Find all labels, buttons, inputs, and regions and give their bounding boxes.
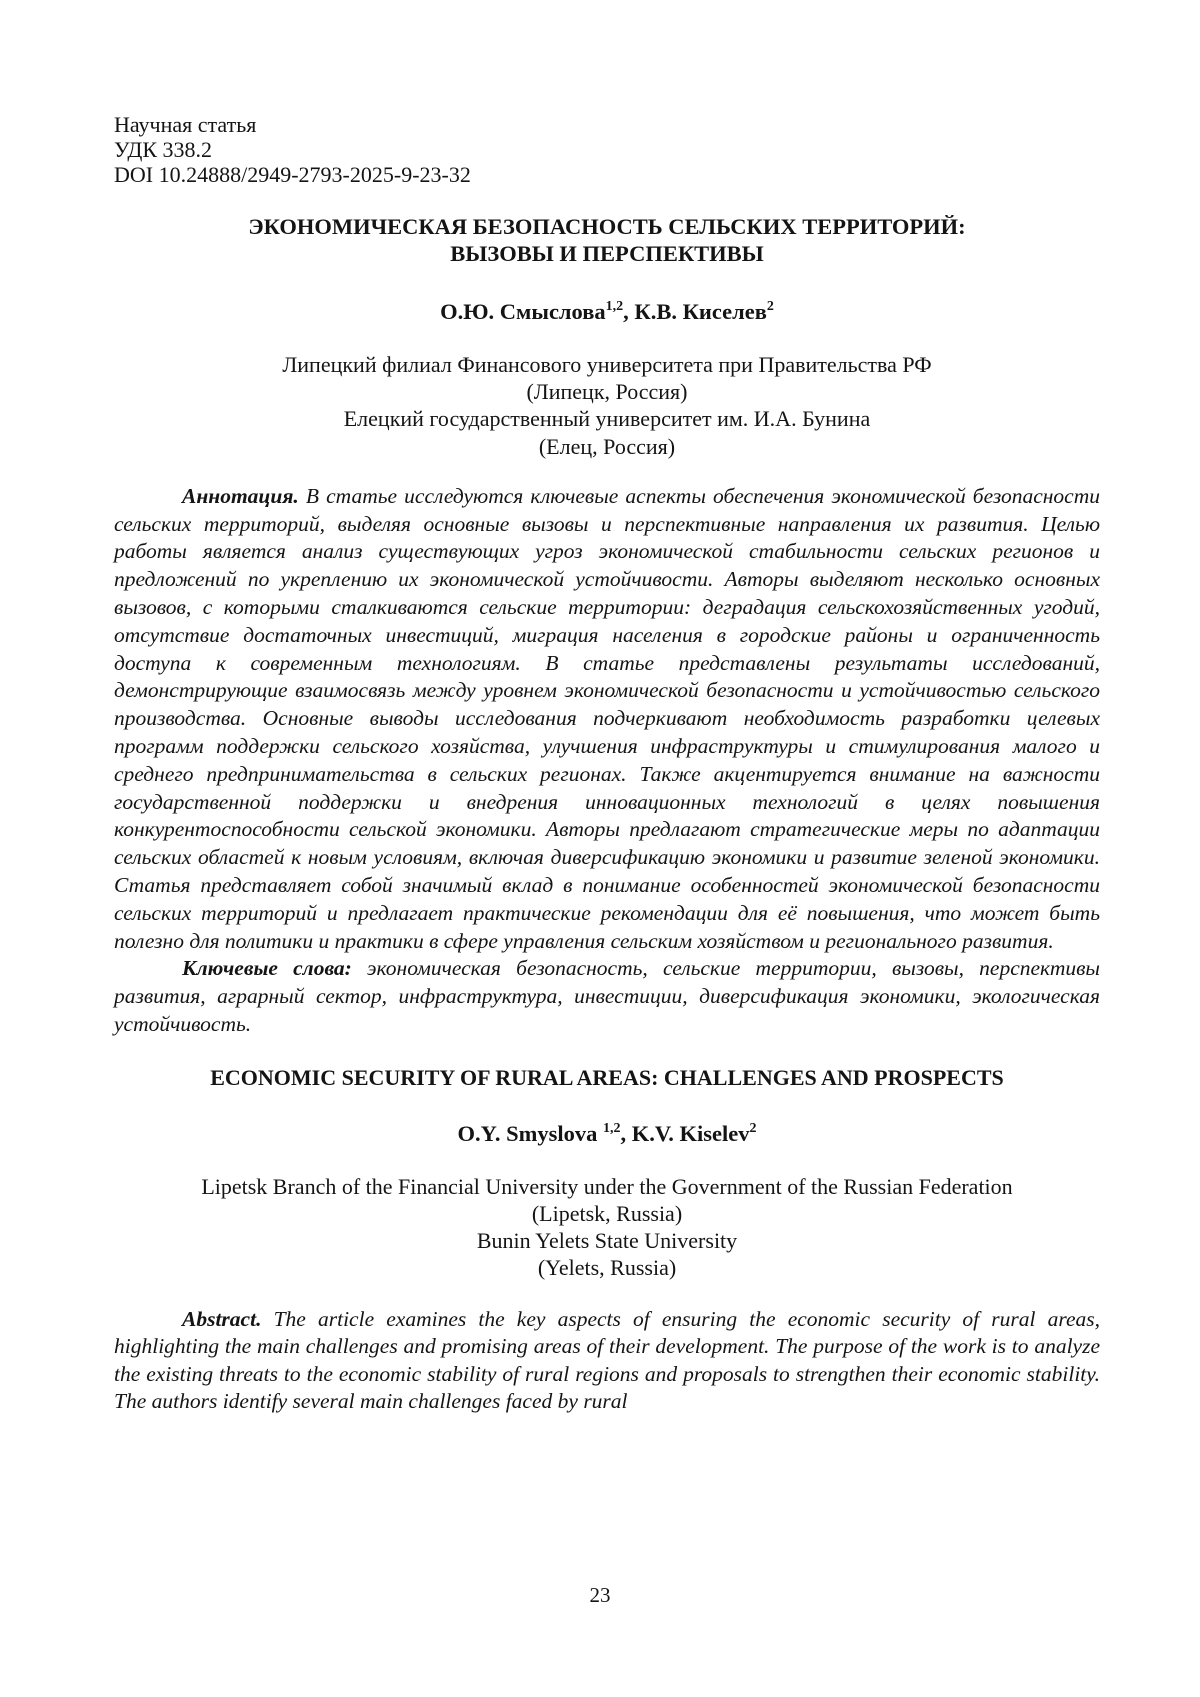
affiliation-2-location-ru: (Елец, Россия) [114, 433, 1100, 460]
author-1-name: О.Ю. Смыслова [440, 299, 606, 324]
article-title-en: ECONOMIC SECURITY OF RURAL AREAS: CHALLENGES AND PROSPECTS [114, 1064, 1100, 1091]
article-meta [114, 112, 1100, 187]
author-1-affiliation-marks: 1,2 [606, 299, 624, 314]
article-title-ru-line2: ВЫЗОВЫ И ПЕРСПЕКТИВЫ [114, 240, 1100, 267]
authors-ru [114, 298, 1100, 326]
article-title-ru-line1: ЭКОНОМИЧЕСКАЯ БЕЗОПАСНОСТЬ СЕЛЬСКИХ ТЕРРИТОРИЙ: [114, 213, 1100, 240]
author-1-affiliation-marks-en: 1,2 [603, 1121, 621, 1136]
abstract-ru-label: Аннотация. [182, 484, 299, 508]
authors-en [114, 1120, 1100, 1148]
abstract-en [114, 1306, 1100, 1416]
article-title-ru [114, 213, 1100, 267]
author-1-name-en: O.Y. Smyslova [458, 1121, 603, 1146]
author-2-name-en: K.V. Kiselev [632, 1121, 750, 1146]
abstract-ru [114, 483, 1100, 956]
page-number: 23 [0, 1583, 1200, 1607]
article-page [114, 112, 1100, 1416]
affiliation-1-en: Lipetsk Branch of the Financial University under the Government of the Russian Federation [114, 1173, 1100, 1200]
affiliation-2-location-en: (Yelets, Russia) [114, 1254, 1100, 1281]
author-2-affiliation-marks-en: 2 [749, 1121, 756, 1136]
affiliation-1-location-ru: (Липецк, Россия) [114, 378, 1100, 405]
keywords-ru-text: экономическая безопасность, сельские территории, вызовы, перспективы развития, аграрный сектор, инфраструктура, инвестиции, диверсификация экономики, экологическая устойчивость. [114, 956, 1100, 1036]
abstract-en-text: The article examines the key aspects of ensuring the economic security of rural areas, highlighting the main challenges and promising areas of their development. The purpose of the work is to analyze the existing threats to the economic stability of rural regions and proposals to strengthen their economic stability. The authors identify several main challenges faced by rural [114, 1307, 1100, 1414]
affiliation-1-location-en: (Lipetsk, Russia) [114, 1200, 1100, 1227]
keywords-ru-label: Ключевые слова: [182, 956, 352, 980]
doi: DOI 10.24888/2949-2793-2025-9-23-32 [114, 162, 1100, 187]
affiliations-en [114, 1173, 1100, 1282]
affiliation-1-ru: Липецкий филиал Финансового университета при Правительства РФ [114, 351, 1100, 378]
udc-code: УДК 338.2 [114, 137, 1100, 162]
author-2-affiliation-marks: 2 [767, 299, 774, 314]
keywords-ru [114, 955, 1100, 1038]
affiliations-ru [114, 351, 1100, 460]
affiliation-2-en: Bunin Yelets State University [114, 1227, 1100, 1254]
abstract-ru-text: В статье исследуются ключевые аспекты обеспечения экономической безопасности сельских территорий, выделяя основные вызовы и перспективные направления их развития. Целью работы является анализ существующих угроз экономической стабильности сельских регионов и предложений по укреплению их экономической устойчивости. Авторы выделяют несколько основных вызовов, с которыми сталкиваются сельские территории: деградация сельскохозяйственных угодий, отсутствие достаточных инвестиций, миграция населения в городские районы и ограниченность доступа к современным технологиям. В статье представлены результаты исследований, демонстрирующие взаимосвязь между уровнем экономической безопасности и устойчивостью сельского производства. Основные выводы исследования подчеркивают необходимость разработки целевых программ поддержки сельского хозяйства, улучшения инфраструктуры и стимулирования малого и среднего предпринимательства в сельских регионах. Также акцентируется внимание на важности государственной поддержки и внедрения инновационных технологий в целях повышения конкурентоспособности сельской экономики. Авторы предлагают стратегические меры по адаптации сельских областей к новым условиям, включая диверсификацию экономики и развитие зеленой экономики. Статья представляет собой значимый вклад в понимание особенностей экономической безопасности сельских территорий и предлагает практические рекомендации для её повышения, что может быть полезно для политики и практики в сфере управления сельским хозяйством и регионального развития. [114, 484, 1100, 953]
article-type: Научная статья [114, 112, 1100, 137]
affiliation-2-ru: Елецкий государственный университет им. И.А. Бунина [114, 405, 1100, 432]
abstract-en-label: Abstract. [182, 1307, 261, 1331]
author-separator-en: , [620, 1121, 631, 1146]
author-2-name: К.В. Киселев [634, 299, 766, 324]
author-separator: , [623, 299, 634, 324]
